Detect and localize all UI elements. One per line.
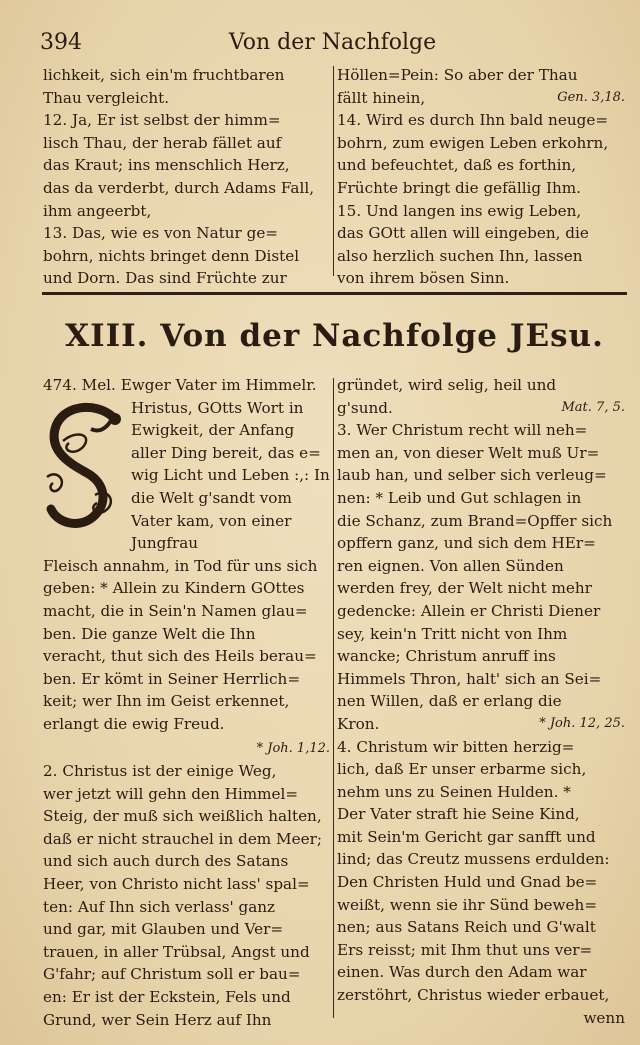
text-line: laub han, und selber sich verleug= bbox=[337, 466, 607, 485]
text-line: Der Vater straft hie Seine Kind, bbox=[337, 805, 580, 824]
text-line: 14. Wird es durch Ihn bald neuge= bbox=[337, 111, 609, 130]
text-line: werden frey, der Welt nicht mehr bbox=[337, 579, 592, 598]
text-line: daß er nicht strauchel in dem Meer; bbox=[43, 829, 322, 848]
text-line: Heer, von Christo nicht lass' spal= bbox=[43, 875, 310, 894]
text-line: 3. Wer Christum recht will neh= bbox=[337, 421, 588, 440]
text-line: wer jetzt will gehn den Himmel= bbox=[43, 784, 299, 803]
text-line: mit Sein'm Gericht gar sanfft und bbox=[337, 827, 596, 846]
text-line: Steig, der muß sich weißlich halten, bbox=[43, 807, 322, 826]
text-line: lichkeit, sich ein'm fruchtbaren bbox=[43, 66, 285, 84]
text-line: Ewigkeit, der Anfang bbox=[131, 421, 295, 440]
text-line: men an, von dieser Welt muß Ur= bbox=[337, 443, 600, 462]
text-line: ten: Auf Ihn sich verlass' ganz bbox=[43, 897, 276, 916]
text-line: wig Licht und Leben :,: In bbox=[131, 466, 330, 485]
text-line: Früchte bringt die gefällig Ihm. bbox=[337, 178, 581, 197]
text-line: gründet, wird selig, heil und bbox=[337, 376, 557, 394]
text-line: fällt hinein, bbox=[337, 88, 426, 107]
scripture-ref-text: * Joh. 1,12. bbox=[256, 740, 330, 756]
text-line: 2. Christus ist der einige Weg, bbox=[43, 762, 277, 781]
scripture-ref bbox=[43, 736, 330, 761]
text-line: das Kraut; ins menschlich Herz, bbox=[43, 156, 290, 175]
text-line: keit; wer Ihn im Geist erkennet, bbox=[43, 692, 290, 711]
text-line: lind; das Creutz mussens erdulden: bbox=[337, 850, 610, 869]
ornamental-dropcap-icon bbox=[43, 399, 125, 535]
top-right-column bbox=[337, 64, 625, 290]
text-line: und Dorn. Das sind Früchte zur bbox=[43, 269, 287, 288]
text-line: einen. Was durch den Adam war bbox=[337, 963, 587, 982]
text-line: Thau vergleicht. bbox=[43, 88, 170, 107]
text-line: bohrn, zum ewigen Leben erkohrn, bbox=[337, 133, 609, 152]
text-line: Hristus, GOtts Wort in bbox=[131, 398, 304, 417]
text-line bbox=[337, 397, 625, 420]
text-line: das GOtt allen will eingeben, die bbox=[337, 224, 589, 243]
text-line: Fleisch annahm, in Tod für uns sich bbox=[43, 556, 318, 575]
text-line: Ers reisst; mit Ihm thut uns ver= bbox=[337, 940, 593, 959]
scripture-ref: Mat. 7, 5. bbox=[561, 399, 625, 415]
text-line: und sich auch durch des Satans bbox=[43, 852, 289, 871]
text-line: von ihrem bösen Sinn. bbox=[337, 269, 510, 288]
page-header bbox=[40, 28, 625, 62]
text-line: ren eignen. Von allen Sünden bbox=[337, 556, 564, 575]
text-line: ben. Die ganze Welt die Ihn bbox=[43, 624, 256, 643]
text-line: zerstöhrt, Christus wieder erbauet, bbox=[337, 986, 610, 1005]
column-rule bbox=[333, 378, 334, 1018]
text-line: Vater kam, von einer Jungfrau bbox=[131, 511, 292, 553]
text-line: Himmels Thron, halt' sich an Sei= bbox=[337, 669, 602, 688]
text-line: 4. Christum wir bitten herzig= bbox=[337, 737, 575, 756]
dropcap-letter: C bbox=[78, 464, 90, 481]
text-line: G'fahr; auf Christum soll er bau= bbox=[43, 965, 301, 984]
text-line: und gar, mit Glauben und Ver= bbox=[43, 920, 284, 939]
text-line: wancke; Christum anruff ins bbox=[337, 647, 556, 666]
text-line: gedencke: Allein er Christi Diener bbox=[337, 601, 601, 620]
section-divider bbox=[42, 292, 627, 295]
page-number: 394 bbox=[40, 30, 82, 55]
top-left-column bbox=[43, 64, 330, 290]
text-line: das da verderbt, durch Adams Fall, bbox=[43, 178, 315, 197]
text-line: Den Christen Huld und Gnad be= bbox=[337, 873, 598, 892]
text-line: lisch Thau, der herab fället auf bbox=[43, 133, 282, 152]
catchword: wenn bbox=[583, 1008, 625, 1027]
scripture-ref: Gen. 3,18. bbox=[557, 89, 625, 105]
text-line: ben. Er kömt in Seiner Herrlich= bbox=[43, 669, 301, 688]
text-line: sey, kein'n Tritt nicht von Ihm bbox=[337, 624, 568, 643]
text-line: die Welt g'sandt vom bbox=[131, 488, 292, 507]
text-line: veracht, thut sich des Heils berau= bbox=[43, 647, 317, 666]
bottom-left-column bbox=[43, 374, 330, 1031]
text-line: 13. Das, wie es von Natur ge= bbox=[43, 224, 279, 243]
column-rule bbox=[333, 66, 334, 276]
text-line: Grund, wer Sein Herz auf Ihn bbox=[43, 1010, 272, 1029]
text-line: nen Willen, daß er erlang die bbox=[337, 692, 562, 711]
bottom-right-column bbox=[337, 374, 625, 1029]
text-line: g'sund. bbox=[337, 398, 393, 417]
text-line: 15. Und langen ins ewig Leben, bbox=[337, 201, 582, 220]
text-line: geben: * Allein zu Kindern GOttes bbox=[43, 579, 305, 598]
text-line: trauen, in aller Trübsal, Angst und bbox=[43, 942, 310, 961]
running-title: Von der Nachfolge bbox=[228, 30, 437, 55]
text-line bbox=[337, 713, 625, 736]
text-line: und befeuchtet, daß es forthin, bbox=[337, 156, 577, 175]
text-line: aller Ding bereit, das e= bbox=[131, 443, 321, 462]
text-line: erlangt die ewig Freud. bbox=[43, 714, 225, 733]
hymn-tune-line: 474. Mel. Ewger Vater im Himmelr. bbox=[43, 376, 317, 394]
text-line: weißt, wenn sie ihr Sünd beweh= bbox=[337, 895, 598, 914]
scripture-ref: * Joh. 12, 25. bbox=[539, 715, 625, 731]
text-line bbox=[337, 87, 625, 110]
text-line: nehm uns zu Seinen Hulden. * bbox=[337, 782, 571, 801]
text-line: bohrn, nichts bringet denn Distel bbox=[43, 246, 300, 265]
text-line: macht, die in Sein'n Namen glau= bbox=[43, 601, 308, 620]
chapter-title: XIII. Von der Nachfolge JEsu. bbox=[65, 318, 604, 354]
text-line: nen: * Leib und Gut schlagen in bbox=[337, 488, 582, 507]
text-line: Kron. bbox=[337, 714, 380, 733]
text-line: opffern ganz, und sich dem HEr= bbox=[337, 534, 596, 553]
text-line: nen; aus Satans Reich und G'walt bbox=[337, 918, 596, 937]
text-line: lich, daß Er unser erbarme sich, bbox=[337, 760, 587, 779]
text-line: Höllen=Pein: So aber der Thau bbox=[337, 66, 578, 84]
text-line: en: Er ist der Eckstein, Fels und bbox=[43, 988, 291, 1007]
text-line: 12. Ja, Er ist selbst der himm= bbox=[43, 111, 281, 130]
text-line: die Schanz, zum Brand=Opffer sich bbox=[337, 511, 613, 530]
text-line: ihm angeerbt, bbox=[43, 201, 152, 220]
text-line: also herzlich suchen Ihn, lassen bbox=[337, 246, 583, 265]
